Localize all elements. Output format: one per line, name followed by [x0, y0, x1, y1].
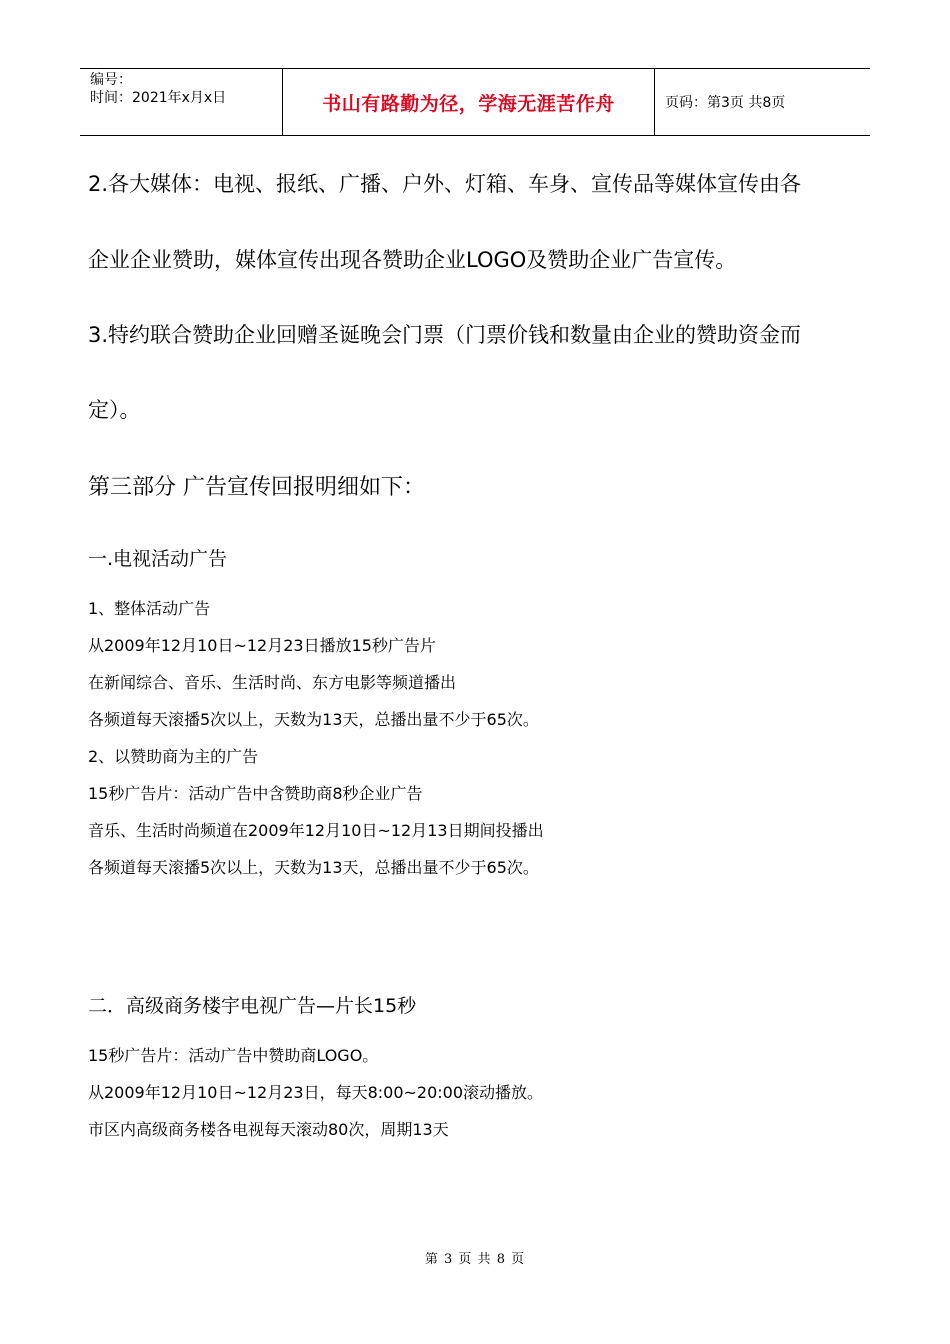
- tv-item: 各频道每天滚播5次以上，天数为13天，总播出量不少于65次。: [88, 858, 539, 877]
- tv-item: 从2009年12月10日~12月23日播放15秒广告片: [88, 636, 436, 655]
- date-label: 时间：2021年x月x日: [90, 90, 227, 106]
- page-header: [80, 68, 870, 136]
- tv-section-title: 一.电视活动广告: [88, 548, 228, 570]
- building-item: 15秒广告片：活动广告中赞助商LOGO。: [88, 1046, 379, 1065]
- header-meta: [80, 69, 282, 135]
- building-section-title: 二．高级商务楼宇电视广告—片长15秒: [88, 995, 417, 1017]
- tv-item: 各频道每天滚播5次以上，天数为13天，总播出量不少于65次。: [88, 710, 539, 729]
- paragraph-media-line2: 企业企业赞助，媒体宣传出现各赞助企业LOGO及赞助企业广告宣传。: [88, 248, 737, 272]
- paragraph-media-line1: 2.各大媒体：电视、报纸、广播、户外、灯箱、车身、宣传品等媒体宣传由各: [88, 172, 802, 196]
- page-footer: 第 3 页 共 8 页: [424, 1252, 526, 1267]
- tv-item: 2、以赞助商为主的广告: [88, 747, 259, 766]
- number-label: 编号：: [90, 72, 132, 88]
- tv-item: 15秒广告片：活动广告中含赞助商8秒企业广告: [88, 784, 423, 803]
- tv-item: 在新闻综合、音乐、生活时尚、东方电影等频道播出: [88, 673, 457, 692]
- building-item: 从2009年12月10日~12月23日，每天8:00~20:00滚动播放。: [88, 1083, 544, 1102]
- paragraph-tickets-line2: 定）。: [88, 398, 141, 422]
- header-page-info: 页码：第3页 共8页: [665, 95, 786, 111]
- paragraph-tickets-line1: 3.特约联合赞助企业回赠圣诞晚会门票（门票价钱和数量由企业的赞助资金而: [88, 323, 802, 347]
- section3-title: 第三部分 广告宣传回报明细如下：: [88, 475, 425, 500]
- tv-item: 1、整体活动广告: [88, 599, 211, 618]
- header-motto: 书山有路勤为径，学海无涯苦作舟: [282, 69, 655, 135]
- tv-item: 音乐、生活时尚频道在2009年12月10日~12月13日期间投播出: [88, 821, 544, 840]
- building-item: 市区内高级商务楼各电视每天滚动80次，周期13天: [88, 1120, 449, 1139]
